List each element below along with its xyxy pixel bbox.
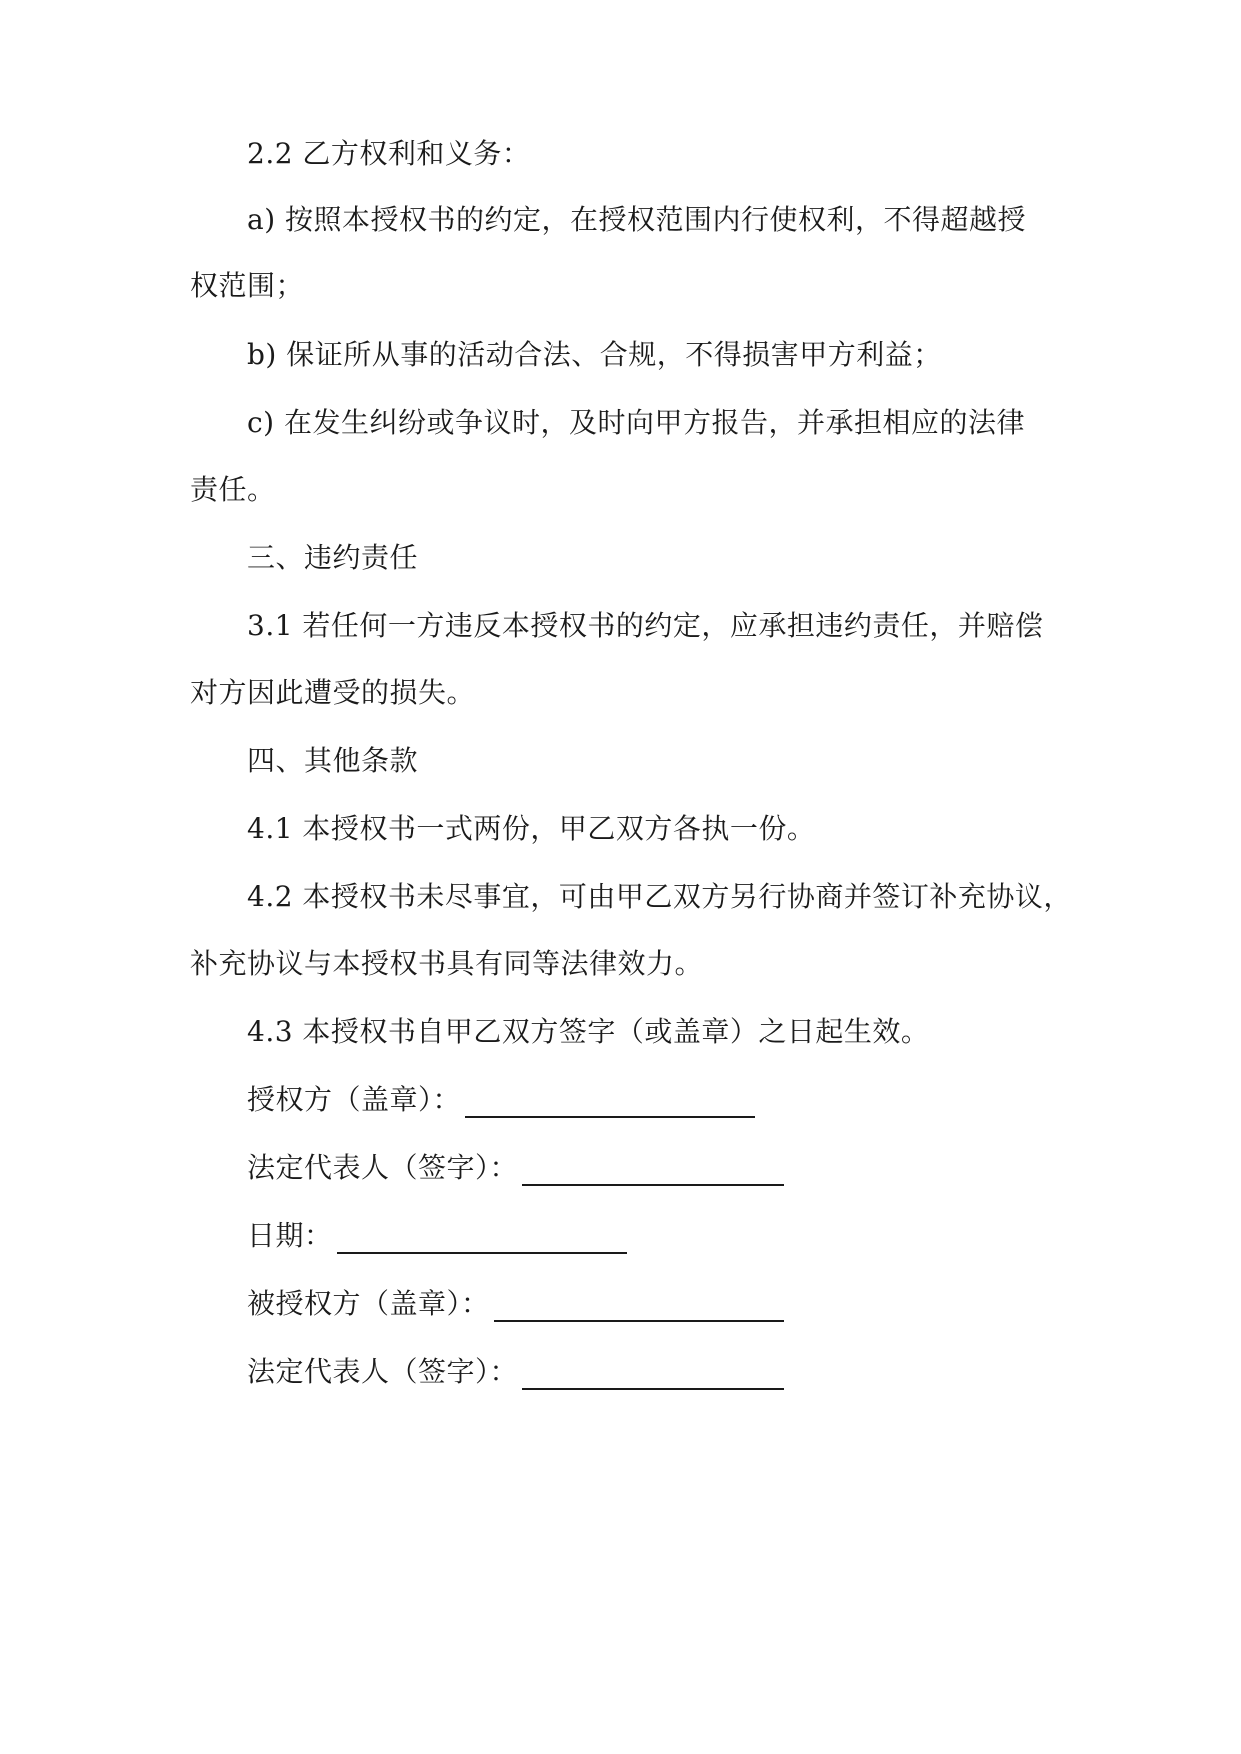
signature-grantor-representative: [247, 1150, 784, 1186]
clause-3-1-line-2: 对方因此遭受的损失。: [190, 676, 476, 709]
signature-grantor-seal: [247, 1082, 755, 1118]
clause-2-2-a-line-1: a) 按照本授权书的约定，在授权范围内行使权利，不得超越授: [247, 203, 1027, 236]
clause-4-2-line-2: 补充协议与本授权书具有同等法律效力。: [190, 947, 704, 980]
signature-label: 授权方（盖章）：: [247, 1083, 462, 1116]
clause-4-2-line-1: 4.2 本授权书未尽事宜，可由甲乙双方另行协商并签订补充协议，: [247, 880, 1072, 913]
section-3-heading: 三、违约责任: [247, 541, 419, 574]
signature-label: 被授权方（盖章）：: [247, 1287, 490, 1320]
clause-2-2-heading: 2.2 乙方权利和义务：: [247, 137, 531, 170]
clause-4-1: 4.1 本授权书一式两份，甲乙双方各执一份。: [247, 812, 816, 845]
clause-2-2-c-line-2: 责任。: [190, 473, 276, 506]
signature-label: 法定代表人（签字）：: [247, 1151, 519, 1184]
signature-date: [247, 1218, 627, 1254]
signature-blank-line: [337, 1226, 627, 1254]
signature-blank-line: [522, 1158, 784, 1186]
clause-2-2-b: b) 保证所从事的活动合法、合规，不得损害甲方利益；: [247, 338, 942, 371]
signature-blank-line: [465, 1090, 755, 1118]
section-4-heading: 四、其他条款: [247, 744, 419, 777]
signature-label: 日期：: [247, 1219, 333, 1252]
signature-blank-line: [522, 1362, 784, 1390]
clause-2-2-c-line-1: c) 在发生纠纷或争议时，及时向甲方报告，并承担相应的法律: [247, 406, 1026, 439]
clause-3-1-line-1: 3.1 若任何一方违反本授权书的约定，应承担违约责任，并赔偿: [247, 609, 1044, 642]
signature-label: 法定代表人（签字）：: [247, 1355, 519, 1388]
signature-grantee-seal: [247, 1286, 784, 1322]
clause-2-2-a-line-2: 权范围；: [190, 269, 305, 302]
signature-grantee-representative: [247, 1354, 784, 1390]
signature-blank-line: [494, 1294, 784, 1322]
clause-4-3: 4.3 本授权书自甲乙双方签字（或盖章）之日起生效。: [247, 1015, 930, 1048]
